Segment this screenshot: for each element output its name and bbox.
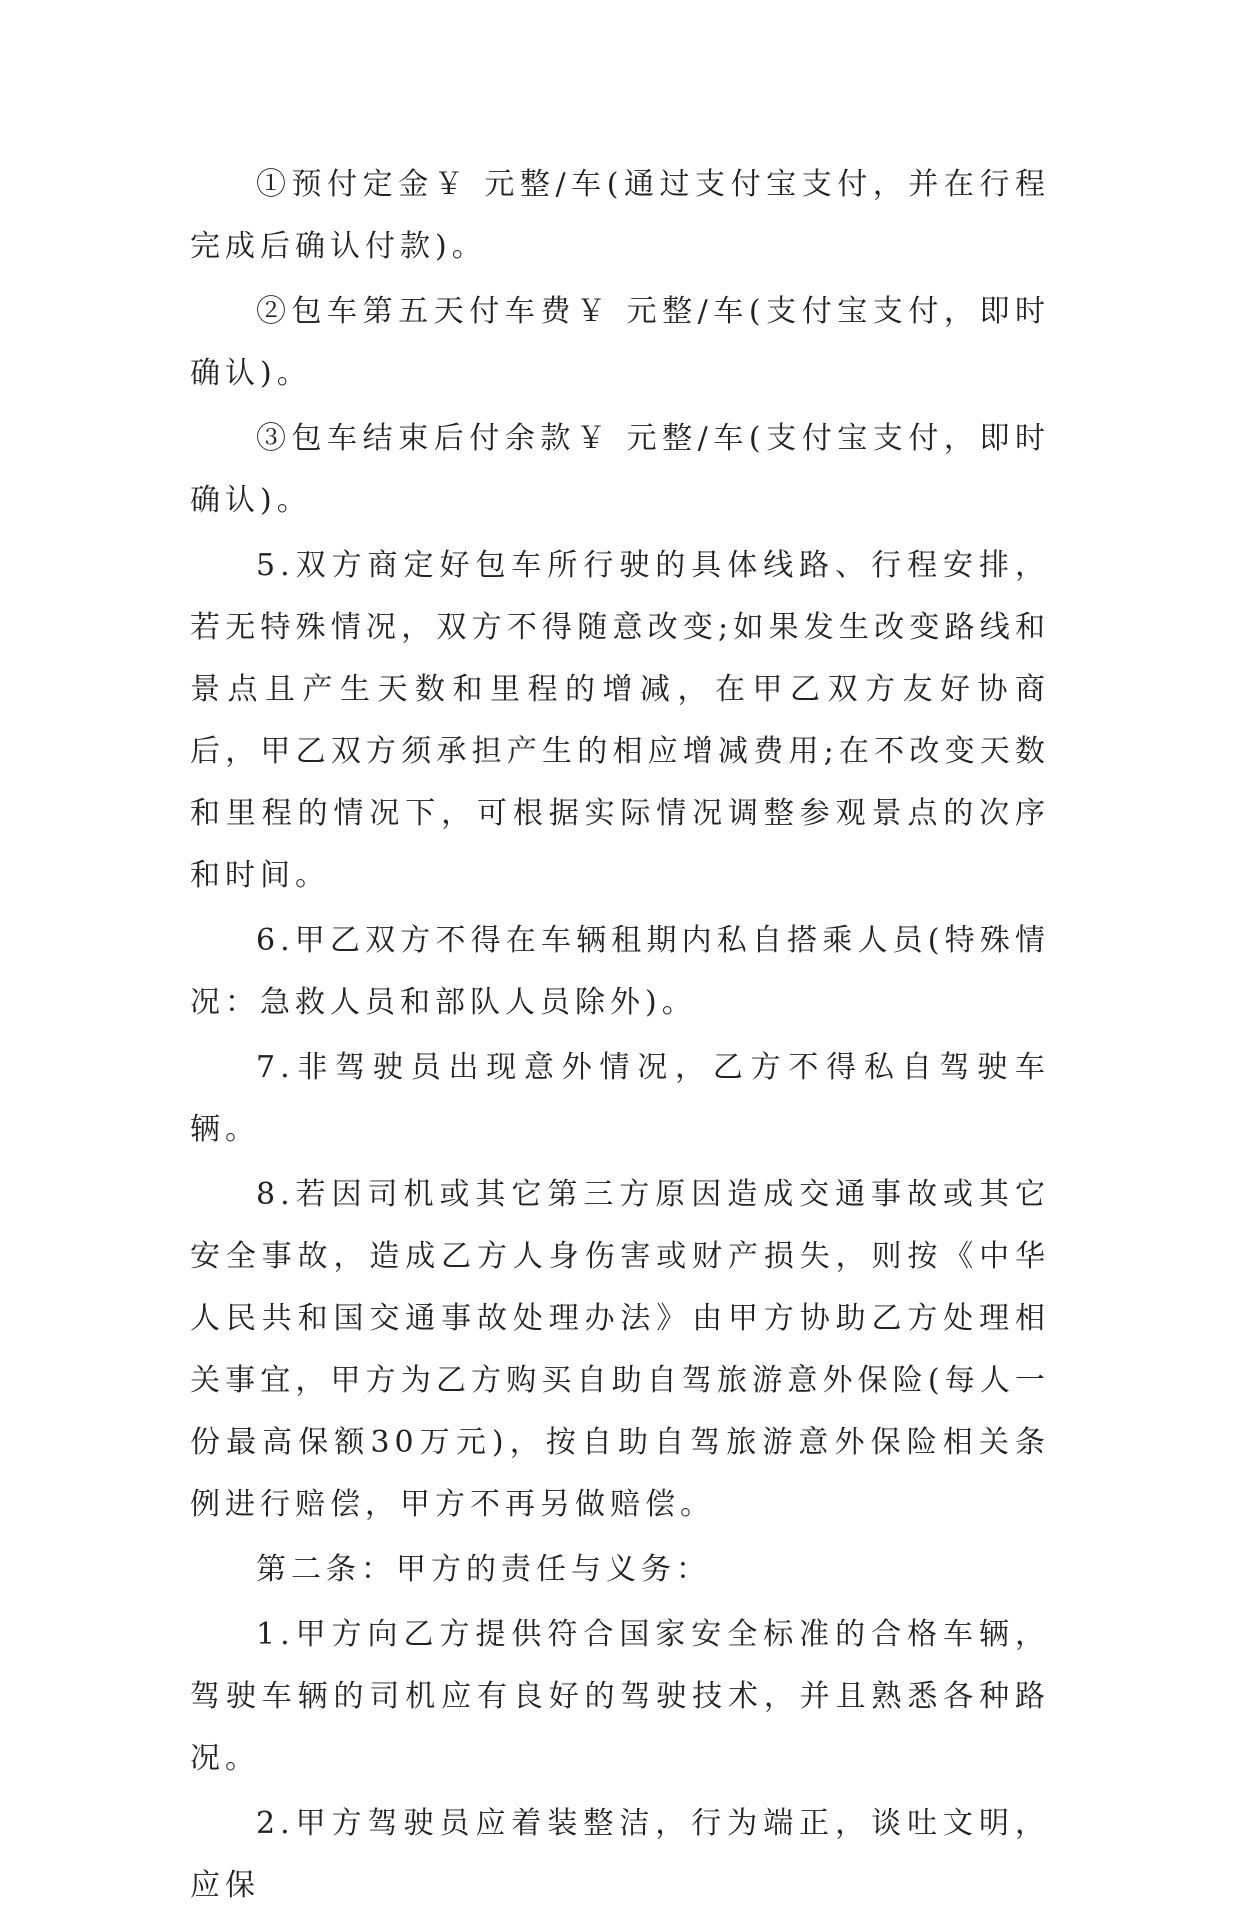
party-a-clause-2-paragraph: 2.甲方驾驶员应着装整洁，行为端正，谈吐文明，应保 <box>190 1806 1050 1903</box>
payment-day-five-paragraph: ②包车第五天付车费￥ 元整/车(支付宝支付，即时确认)。 <box>190 294 1050 391</box>
section-heading: 第二条：甲方的责任与义务： <box>256 1552 711 1587</box>
clause-6-paragraph: 6.甲乙双方不得在车辆租期内私自搭乘人员(特殊情况：急救人员和部队人员除外)。 <box>190 923 1050 1020</box>
clause-7-paragraph: 7.非驾驶员出现意外情况，乙方不得私自驾驶车辆。 <box>190 1050 1050 1147</box>
payment-deposit-paragraph: ①预付定金￥ 元整/车(通过支付宝支付，并在行程完成后确认付款)。 <box>190 167 1050 264</box>
party-a-clause-1-paragraph: 1.甲方向乙方提供符合国家安全标准的合格车辆，驾驶车辆的司机应有良好的驾驶技术，并且熟悉各种路况。 <box>190 1617 1050 1776</box>
document-body <box>190 154 1050 1920</box>
clause-5-paragraph: 5.双方商定好包车所行驶的具体线路、行程安排，若无特殊情况，双方不得随意改变;如果发生改变路线和景点且产生天数和里程的增减，在甲乙双方友好协商后，甲乙双方须承担产生的相应增减费用;在不改变天数和里程的情况下，可根据实际情况调整参观景点的次序和时间。 <box>190 548 1050 893</box>
clause-8-paragraph: 8.若因司机或其它第三方原因造成交通事故或其它安全事故，造成乙方人身伤害或财产损失，则按《中华人民共和国交通事故处理办法》由甲方协助乙方处理相关事宜，甲方为乙方购买自助自驾旅游意外保险(每人一份最高保额30万元)，按自助自驾旅游意外保险相关条例进行赔偿，甲方不再另做赔偿。 <box>190 1177 1050 1522</box>
payment-balance-paragraph: ③包车结束后付余款￥ 元整/车(支付宝支付，即时确认)。 <box>190 421 1050 518</box>
